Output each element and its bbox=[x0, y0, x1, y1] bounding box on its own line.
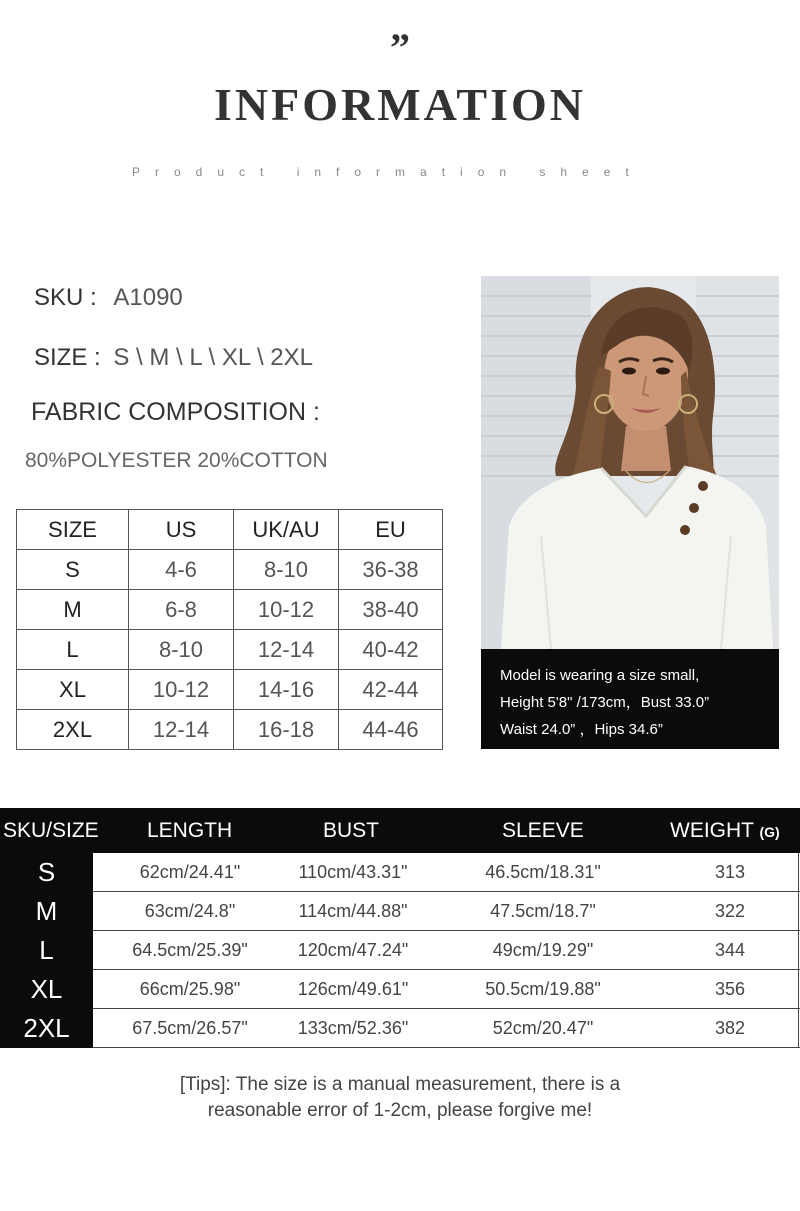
weight-cell: 344 bbox=[714, 940, 746, 960]
sleeve-cell: 46.5cm/18.31" bbox=[485, 862, 601, 882]
table-row bbox=[17, 670, 443, 710]
length-cell: 67.5cm/26.57" bbox=[132, 1018, 248, 1038]
tips-line: [Tips]: The size is a manual measurement, there is a bbox=[179, 1074, 621, 1095]
size-label: SIZE : bbox=[34, 344, 101, 371]
length-cell: 66cm/25.98" bbox=[139, 979, 241, 999]
table-cell: 38-40 bbox=[339, 590, 443, 630]
weight-label: WEIGHT bbox=[670, 819, 754, 842]
header-cell: BUST bbox=[323, 819, 380, 842]
weight-cell: 356 bbox=[714, 979, 746, 999]
table-cell: 14-16 bbox=[234, 670, 339, 710]
bust-cell: 126cm/49.61" bbox=[297, 979, 409, 999]
fabric-value: 80%POLYESTER 20%COTTON bbox=[25, 449, 328, 472]
row-size-label: S bbox=[0, 853, 93, 892]
header-cell: EU bbox=[339, 510, 443, 550]
size-conversion-table bbox=[16, 509, 443, 750]
fabric-label: FABRIC COMPOSITION : bbox=[31, 398, 320, 426]
table-cell: 36-38 bbox=[339, 550, 443, 590]
weight-unit: (G) bbox=[759, 824, 780, 840]
model-caption bbox=[481, 649, 779, 749]
header-cell: SIZE bbox=[17, 510, 129, 550]
table-cell: 10-12 bbox=[129, 670, 234, 710]
sku-value: A1090 bbox=[113, 284, 183, 311]
sleeve-cell: 52cm/20.47" bbox=[492, 1018, 594, 1038]
row-size-label: XL bbox=[0, 970, 93, 1009]
table-header-row bbox=[17, 510, 443, 550]
weight-cell: 313 bbox=[714, 862, 746, 882]
table-row bbox=[17, 630, 443, 670]
table-cell: S bbox=[17, 550, 129, 590]
table-cell: 8-10 bbox=[234, 550, 339, 590]
table-cell: 10-12 bbox=[234, 590, 339, 630]
bust-cell: 120cm/47.24" bbox=[297, 940, 409, 960]
table-row bbox=[17, 590, 443, 630]
length-cell: 64.5cm/25.39" bbox=[132, 940, 248, 960]
table-row bbox=[0, 1009, 800, 1048]
sku-line bbox=[34, 284, 183, 312]
table-cell: 8-10 bbox=[129, 630, 234, 670]
bust-cell: 114cm/44.88" bbox=[298, 901, 408, 921]
table-cell: XL bbox=[17, 670, 129, 710]
sleeve-cell: 50.5cm/19.88" bbox=[485, 979, 601, 999]
table-cell: 12-14 bbox=[234, 630, 339, 670]
weight-cell: 322 bbox=[714, 901, 746, 921]
table-cell: 6-8 bbox=[129, 590, 234, 630]
row-size-label: L bbox=[0, 931, 93, 970]
row-size-label: 2XL bbox=[0, 1009, 93, 1048]
caption-line: Waist 24.0” ，Hips 34.6” bbox=[500, 721, 663, 738]
tips-note bbox=[0, 1072, 800, 1124]
row-size-label: M bbox=[0, 892, 93, 931]
table-cell: M bbox=[17, 590, 129, 630]
table-row bbox=[0, 892, 800, 931]
tips-line: reasonable error of 1-2cm, please forgive me! bbox=[207, 1100, 593, 1121]
bust-cell: 133cm/52.36" bbox=[297, 1018, 409, 1038]
caption-line: Model is wearing a size small, bbox=[500, 667, 700, 684]
bust-cell: 110cm/43.31" bbox=[298, 862, 408, 882]
sleeve-cell: 47.5cm/18.7" bbox=[490, 901, 596, 921]
table-cell: 40-42 bbox=[339, 630, 443, 670]
weight-cell: 382 bbox=[714, 1018, 746, 1038]
caption-line: Height 5'8" /173cm，Bust 33.0” bbox=[500, 694, 710, 711]
table-cell: 4-6 bbox=[129, 550, 234, 590]
row-divider bbox=[93, 1047, 800, 1048]
header-cell: SKU/SIZE bbox=[3, 819, 99, 842]
table-row bbox=[0, 853, 800, 892]
table-cell: 2XL bbox=[17, 710, 129, 750]
table-row bbox=[17, 550, 443, 590]
header-cell: UK/AU bbox=[234, 510, 339, 550]
model-photo bbox=[481, 276, 779, 649]
header-cell-weight bbox=[670, 808, 780, 853]
length-cell: 63cm/24.8" bbox=[144, 901, 236, 921]
size-line bbox=[34, 344, 313, 372]
table-cell: 12-14 bbox=[129, 710, 234, 750]
table-row bbox=[0, 970, 800, 1009]
quote-mark: ” bbox=[390, 25, 410, 70]
table-cell: 16-18 bbox=[234, 710, 339, 750]
header-cell: US bbox=[129, 510, 234, 550]
header-cell: SLEEVE bbox=[502, 819, 584, 842]
table-cell: 44-46 bbox=[339, 710, 443, 750]
size-value: S \ M \ L \ XL \ 2XL bbox=[113, 344, 313, 371]
table-row bbox=[17, 710, 443, 750]
sleeve-cell: 49cm/19.29" bbox=[492, 940, 594, 960]
table-cell: L bbox=[17, 630, 129, 670]
table-row bbox=[0, 931, 800, 970]
page-subtitle: Product information sheet bbox=[132, 165, 644, 179]
page-title: INFORMATION bbox=[213, 79, 587, 130]
table-cell: 42-44 bbox=[339, 670, 443, 710]
length-cell: 62cm/24.41" bbox=[139, 862, 241, 882]
sku-label: SKU : bbox=[34, 284, 97, 311]
header-cell: LENGTH bbox=[147, 819, 233, 842]
table-right-border bbox=[798, 853, 799, 1048]
